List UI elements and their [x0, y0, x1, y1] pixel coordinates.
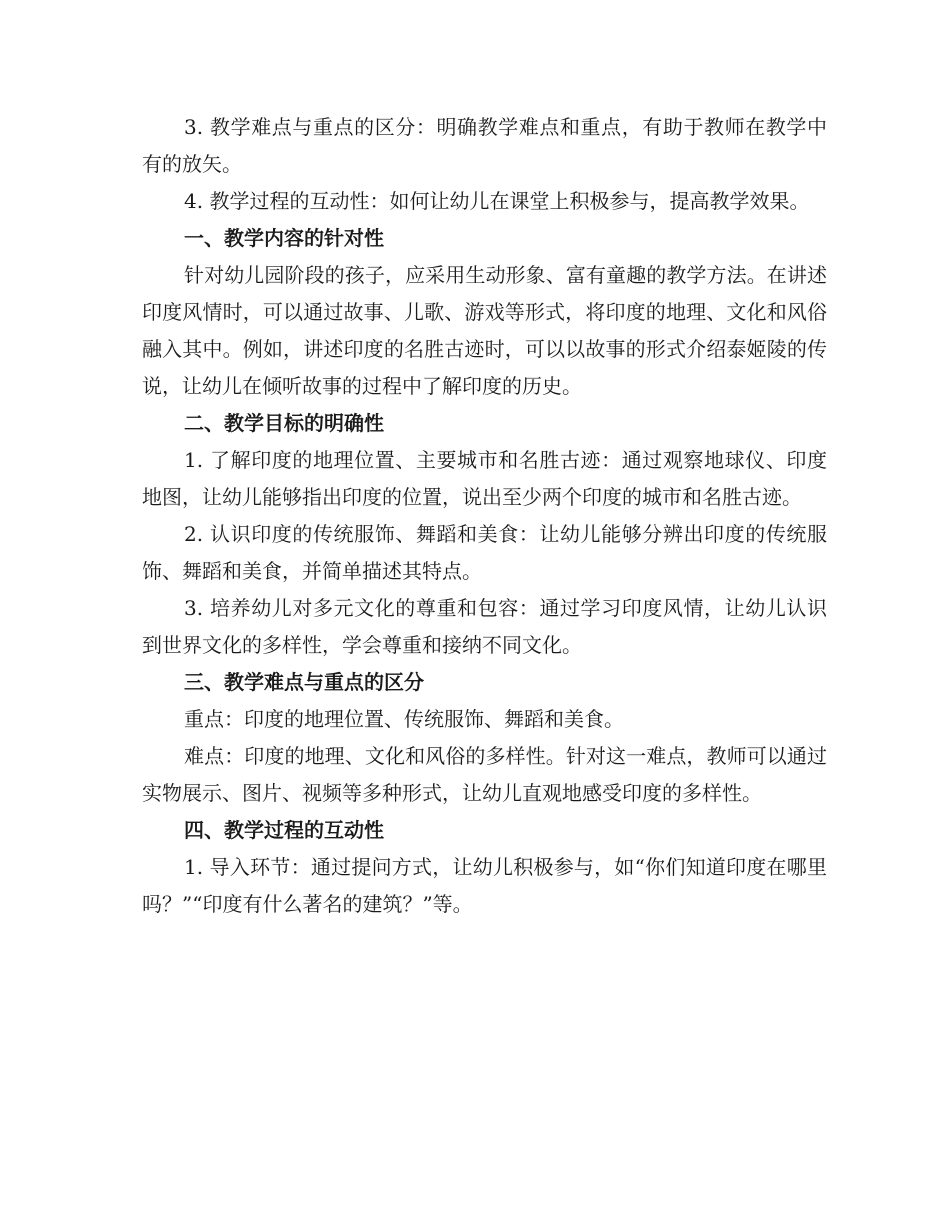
paragraph: 3. 教学难点与重点的区分：明确教学难点和重点，有助于教师在教学中有的放矢。 [142, 115, 827, 176]
paragraph: 4. 教学过程的互动性：如何让幼儿在课堂上积极参与，提高教学效果。 [184, 189, 810, 213]
section-heading: 二、教学目标的明确性 [184, 411, 384, 435]
paragraph: 重点：印度的地理位置、传统服饰、舞蹈和美食。 [184, 707, 624, 731]
paragraph: 3. 培养幼儿对多元文化的尊重和包容：通过学习印度风情，让幼儿认识到世界文化的多样性，学会尊重和接纳不同文化。 [142, 596, 827, 657]
section-heading: 四、教学过程的互动性 [184, 818, 384, 842]
section-heading: 一、教学内容的针对性 [184, 226, 384, 250]
paragraph: 1. 了解印度的地理位置、主要城市和名胜古迹：通过观察地球仪、印度地图，让幼儿能够指出印度的位置，说出至少两个印度的城市和名胜古迹。 [142, 448, 827, 509]
document-body [142, 109, 827, 923]
section-heading: 三、教学难点与重点的区分 [184, 670, 424, 694]
paragraph: 难点：印度的地理、文化和风俗的多样性。针对这一难点，教师可以通过实物展示、图片、视频等多种形式，让幼儿直观地感受印度的多样性。 [142, 744, 827, 805]
paragraph: 1. 导入环节：通过提问方式，让幼儿积极参与，如“你们知道印度在哪里吗？”“印度有什么著名的建筑？”等。 [142, 855, 827, 916]
paragraph: 针对幼儿园阶段的孩子，应采用生动形象、富有童趣的教学方法。在讲述印度风情时，可以通过故事、儿歌、游戏等形式，将印度的地理、文化和风俗融入其中。例如，讲述印度的名胜古迹时，可以以故事的形式介绍泰姬陵的传说，让幼儿在倾听故事的过程中了解印度的历史。 [142, 263, 827, 398]
paragraph: 2. 认识印度的传统服饰、舞蹈和美食：让幼儿能够分辨出印度的传统服饰、舞蹈和美食，并简单描述其特点。 [142, 522, 827, 583]
